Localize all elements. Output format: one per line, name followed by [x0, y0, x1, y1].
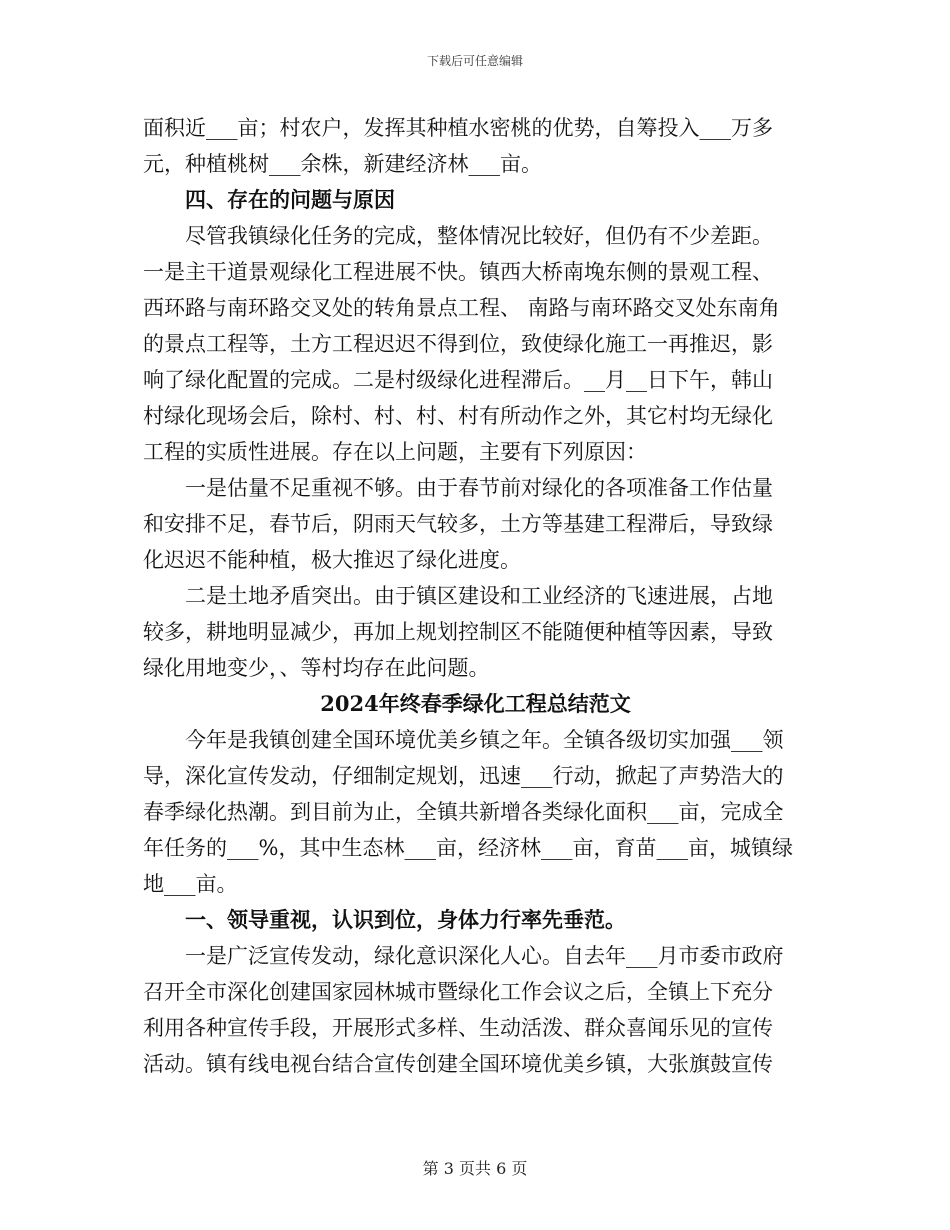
text-line: 二是土地矛盾突出。由于镇区建设和工业经济的飞速进展，占地	[185, 584, 773, 608]
text-line: 绿化用地变少，、等村均存在此问题。	[143, 656, 490, 680]
text-line: 村绿化现场会后，除村、村、村、村有所动作之外，其它村均无绿化	[143, 404, 773, 428]
text-line: 春季绿化热潮。到目前为止，全镇共新增各类绿化面积___亩，完成全	[143, 800, 784, 824]
page-header: 下载后可任意编辑	[426, 54, 523, 68]
text-line: 今年是我镇创建全国环境优美乡镇之年。全镇各级切实加强___领	[185, 728, 784, 752]
text-line: 化迟迟不能种植，极大推迟了绿化进度。	[143, 548, 521, 572]
text-line: 一是估量不足重视不够。由于春节前对绿化的各项准备工作估量	[185, 476, 773, 500]
text-line: 年任务的___%，其中生态林___亩，经济林___亩，育苗___亩，城镇绿	[143, 836, 793, 860]
section-heading: 一、领导重视，认识到位，身体力行率先垂范。	[185, 907, 626, 932]
text-line: 面积近___亩；村农户，发挥其种植水密桃的优势，自筹投入___万多	[143, 116, 773, 140]
text-line: 尽管我镇绿化任务的完成，整体情况比较好，但仍有不少差距。	[185, 224, 773, 248]
text-line: 元，种植桃树___余株，新建经济林___亩。	[143, 152, 542, 176]
text-line: 和安排不足，春节后，阴雨天气较多，土方等基建工程滞后，导致绿	[143, 512, 773, 536]
text-line: 较多，耕地明显减少，再加上规划控制区不能随便种植等因素，导致	[143, 620, 773, 644]
document-title: 2024年终春季绿化工程总结范文	[320, 691, 631, 716]
text-line: 导，深化宣传发动，仔细制定规划，迅速___行动，掀起了声势浩大的	[143, 764, 784, 788]
page-footer: 第 3 页共 6 页	[422, 1159, 528, 1178]
text-line: 工程的实质性进展。存在以上问题，主要有下列原因：	[143, 440, 647, 464]
text-line: 西环路与南环路交叉处的转角景点工程、 南路与南环路交叉处东南角	[143, 296, 780, 320]
text-line: 响了绿化配置的完成。二是村级绿化进程滞后。__月__日下午，韩山	[143, 368, 773, 392]
text-line: 利用各种宣传手段，开展形式多样、生动活泼、群众喜闻乐见的宣传	[143, 1016, 773, 1040]
section-heading: 四、存在的问题与原因	[185, 187, 395, 212]
text-line: 一是广泛宣传发动，绿化意识深化人心。自去年___月市委市政府	[185, 944, 784, 968]
text-line: 的景点工程等，土方工程迟迟不得到位，致使绿化施工一再推迟，影	[143, 332, 773, 356]
text-line: 一是主干道景观绿化工程进展不快。镇西大桥南堍东侧的景观工程、	[143, 260, 773, 284]
text-line: 地___亩。	[143, 872, 238, 896]
document-body	[143, 110, 808, 1082]
text-line: 召开全市深化创建国家园林城市暨绿化工作会议之后，全镇上下充分	[143, 980, 773, 1004]
text-line: 活动。镇有线电视台结合宣传创建全国环境优美乡镇，大张旗鼓宣传	[143, 1052, 773, 1076]
